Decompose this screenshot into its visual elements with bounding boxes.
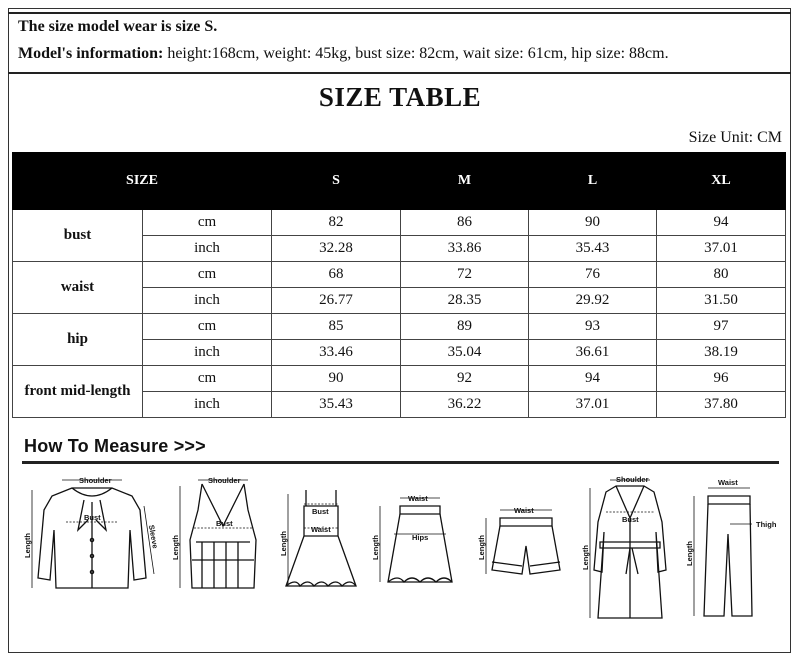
unit-cell: cm bbox=[143, 210, 272, 236]
model-info-box bbox=[8, 12, 791, 74]
unit-cell: cm bbox=[143, 314, 272, 340]
value-cell: 26.77 bbox=[272, 288, 401, 314]
length-label: Length bbox=[23, 533, 32, 558]
waist-label: Waist bbox=[311, 525, 331, 534]
value-cell: 82 bbox=[272, 210, 401, 236]
value-cell: 33.46 bbox=[272, 340, 401, 366]
thigh-label: Thigh bbox=[756, 520, 777, 529]
heading-rule bbox=[22, 461, 779, 464]
header-size: SIZE bbox=[13, 153, 272, 210]
measure-bust: bust bbox=[13, 210, 143, 262]
measure-hip: hip bbox=[13, 314, 143, 366]
waist-label: Waist bbox=[718, 478, 738, 487]
length-label: Length bbox=[581, 545, 590, 570]
value-cell: 35.04 bbox=[401, 340, 529, 366]
bust-label: Bust bbox=[84, 513, 101, 522]
unit-cell: cm bbox=[143, 366, 272, 392]
value-cell: 76 bbox=[529, 262, 657, 288]
header-xl: XL bbox=[657, 153, 786, 210]
value-cell: 86 bbox=[401, 210, 529, 236]
measure-waist: waist bbox=[13, 262, 143, 314]
length-label: Length bbox=[477, 535, 486, 560]
value-cell: 90 bbox=[529, 210, 657, 236]
value-cell: 37.01 bbox=[657, 236, 786, 262]
trench-coat-icon bbox=[580, 470, 680, 620]
length-label: Length bbox=[171, 535, 180, 560]
table-row bbox=[13, 262, 786, 288]
unit-cell: inch bbox=[143, 288, 272, 314]
size-worn-text: The size model wear is size S. bbox=[18, 18, 218, 35]
header-l: L bbox=[529, 153, 657, 210]
shoulder-label: Shoulder bbox=[79, 476, 112, 485]
value-cell: 37.01 bbox=[529, 392, 657, 418]
value-cell: 36.22 bbox=[401, 392, 529, 418]
value-cell: 32.28 bbox=[272, 236, 401, 262]
value-cell: 94 bbox=[657, 210, 786, 236]
blouse-icon bbox=[22, 470, 162, 600]
value-cell: 92 bbox=[401, 366, 529, 392]
value-cell: 94 bbox=[529, 366, 657, 392]
value-cell: 97 bbox=[657, 314, 786, 340]
shoulder-label: Shoulder bbox=[616, 475, 649, 484]
value-cell: 90 bbox=[272, 366, 401, 392]
waist-label: Waist bbox=[514, 506, 534, 515]
value-cell: 28.35 bbox=[401, 288, 529, 314]
unit-cell: inch bbox=[143, 340, 272, 366]
value-cell: 85 bbox=[272, 314, 401, 340]
length-label: Length bbox=[685, 541, 694, 566]
trousers-icon bbox=[682, 470, 782, 620]
model-info-note bbox=[18, 45, 669, 63]
model-info-text: height:168cm, weight: 45kg, bust size: 82cm, wait size: 61cm, hip size: 88cm. bbox=[163, 45, 669, 62]
skirt-icon bbox=[368, 470, 468, 600]
page-title: SIZE TABLE bbox=[318, 82, 482, 112]
table-row bbox=[13, 314, 786, 340]
value-cell: 29.92 bbox=[529, 288, 657, 314]
unit-cell: inch bbox=[143, 236, 272, 262]
value-cell: 36.61 bbox=[529, 340, 657, 366]
length-label: Length bbox=[279, 531, 288, 556]
length-label: Length bbox=[371, 535, 380, 560]
value-cell: 89 bbox=[401, 314, 529, 340]
value-cell: 93 bbox=[529, 314, 657, 340]
value-cell: 72 bbox=[401, 262, 529, 288]
vest-top-icon bbox=[168, 470, 278, 600]
value-cell: 80 bbox=[657, 262, 786, 288]
cami-dress-icon bbox=[276, 470, 366, 600]
bust-label: Bust bbox=[622, 515, 639, 524]
table-header-row bbox=[13, 153, 786, 210]
table-row bbox=[13, 366, 786, 392]
table-row bbox=[13, 210, 786, 236]
value-cell: 37.80 bbox=[657, 392, 786, 418]
size-worn-note bbox=[18, 18, 217, 36]
bust-label: Bust bbox=[216, 519, 233, 528]
bust-label: Bust bbox=[312, 507, 329, 516]
shoulder-label: Shoulder bbox=[208, 476, 241, 485]
measure-front-mid-length: front mid-length bbox=[13, 366, 143, 418]
waist-label: Waist bbox=[408, 494, 428, 503]
value-cell: 38.19 bbox=[657, 340, 786, 366]
size-unit: Size Unit: CM bbox=[688, 129, 782, 146]
how-to-measure-heading: How To Measure >>> bbox=[24, 436, 206, 456]
value-cell: 33.86 bbox=[401, 236, 529, 262]
header-s: S bbox=[272, 153, 401, 210]
header-m: M bbox=[401, 153, 529, 210]
size-table bbox=[12, 152, 786, 418]
unit-cell: cm bbox=[143, 262, 272, 288]
value-cell: 35.43 bbox=[529, 236, 657, 262]
value-cell: 68 bbox=[272, 262, 401, 288]
sleeve-label: Sleeve bbox=[146, 524, 160, 550]
value-cell: 96 bbox=[657, 366, 786, 392]
unit-cell: inch bbox=[143, 392, 272, 418]
value-cell: 35.43 bbox=[272, 392, 401, 418]
value-cell: 31.50 bbox=[657, 288, 786, 314]
shorts-icon bbox=[474, 470, 574, 600]
model-info-label: Model's information: bbox=[18, 45, 164, 62]
hips-label: Hips bbox=[412, 533, 429, 542]
